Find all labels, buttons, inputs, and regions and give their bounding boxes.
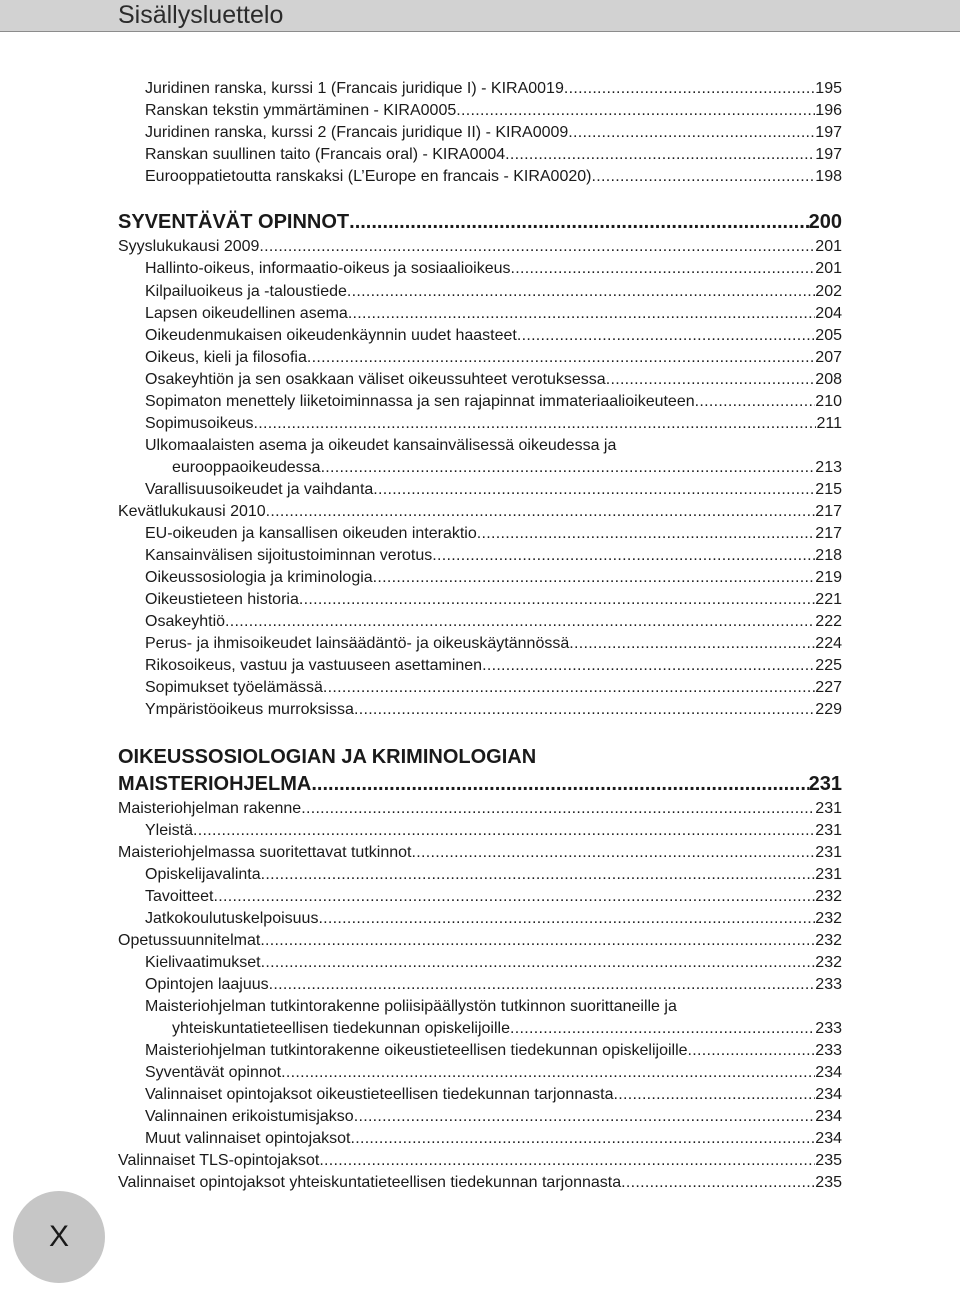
dot-leader	[350, 1129, 815, 1149]
toc-entry-page: 234	[815, 1108, 842, 1125]
toc-entry	[145, 145, 842, 165]
toc-entry-page: 231	[815, 822, 842, 839]
toc-entry	[172, 1019, 842, 1039]
toc-entry	[145, 821, 842, 841]
dot-leader	[569, 634, 815, 654]
dot-leader	[456, 101, 815, 121]
toc-entry	[145, 700, 842, 720]
dot-leader	[260, 931, 815, 951]
toc-entry-title: Ranskan suullinen taito (Francais oral) - KIRA0004	[145, 146, 506, 163]
toc-entry-title: Valinnaiset opintojaksot oikeustieteellisen tiedekunnan tarjonnasta	[145, 1086, 614, 1103]
toc-entry-title: Jatkokoulutuskelpoisuus	[145, 910, 319, 927]
toc-entry-title: Kilpailuoikeus ja -taloustiede	[145, 283, 347, 300]
dot-leader	[477, 524, 816, 544]
toc-entry-title: EU-oikeuden ja kansallisen oikeuden interaktio	[145, 525, 477, 542]
toc-entry-title: Oikeus, kieli ja filosofia	[145, 349, 307, 366]
toc-entry-title: Ranskan tekstin ymmärtäminen - KIRA0005	[145, 102, 457, 119]
toc-entry-page: 207	[815, 349, 842, 366]
toc-entry	[172, 458, 842, 478]
dot-leader	[564, 79, 815, 99]
toc-entry-title: Eurooppatietoutta ranskaksi (L’Europe en francais - KIRA0020)	[145, 168, 592, 185]
toc-entry	[145, 524, 842, 544]
toc-entry	[145, 865, 842, 885]
dot-leader	[373, 480, 815, 500]
dot-leader	[213, 887, 815, 907]
toc-entry	[118, 931, 842, 951]
toc-entry-page: 231	[815, 800, 842, 817]
toc-entry-page: 235	[815, 1174, 842, 1191]
toc-entry	[145, 546, 842, 566]
toc-entry-page: 233	[815, 1042, 842, 1059]
dot-leader	[299, 590, 815, 610]
toc-entry-page: 227	[815, 679, 842, 696]
toc-entry-page: 198	[815, 168, 842, 185]
toc-entry	[145, 480, 842, 500]
dot-leader	[591, 167, 815, 187]
toc-entry-page: 231	[808, 773, 842, 795]
toc-entry-page: 231	[815, 866, 842, 883]
toc-entry-title: Syyslukukausi 2009	[118, 238, 260, 255]
dot-leader	[281, 1063, 815, 1083]
toc-entry-page: 195	[815, 80, 842, 97]
toc-entry-page: 202	[815, 283, 842, 300]
dot-leader	[347, 282, 815, 302]
toc-entry	[118, 799, 842, 819]
toc-entry-page: 217	[815, 503, 842, 520]
toc-entry	[118, 843, 842, 863]
dot-leader	[688, 1041, 816, 1061]
toc-entry-page: 235	[815, 1152, 842, 1169]
toc-entry	[145, 997, 842, 1017]
toc-entry	[145, 953, 842, 973]
dot-leader	[321, 458, 816, 478]
toc-entry-title: OIKEUSSOSIOLOGIAN JA KRIMINOLOGIAN	[118, 746, 537, 768]
dot-leader	[259, 237, 815, 257]
dot-leader	[348, 304, 815, 324]
toc-entry-page: 234	[815, 1086, 842, 1103]
toc-entry	[145, 436, 842, 456]
toc-entry-page: 222	[815, 613, 842, 630]
toc-entry	[145, 259, 842, 279]
toc-entry-page: 213	[815, 459, 842, 476]
toc-entry-page: 208	[815, 371, 842, 388]
toc-entry-title: Juridinen ranska, kurssi 1 (Francais juridique I) - KIRA0019	[145, 80, 564, 97]
toc-entry-page: 232	[815, 888, 842, 905]
dot-leader	[517, 326, 815, 346]
toc-entry	[145, 392, 842, 412]
toc-entry	[145, 590, 842, 610]
toc-entry-title: SYVENTÄVÄT OPINNOT	[118, 211, 350, 233]
toc-entry	[145, 101, 842, 121]
dot-leader	[568, 123, 815, 143]
toc-entry	[145, 79, 842, 99]
toc-entry-title: Sopimusoikeus	[145, 415, 254, 432]
toc-entry	[145, 414, 842, 434]
toc-entry-title: Kansainvälisen sijoitustoiminnan verotus	[145, 547, 433, 564]
toc-entry-title: Osakeyhtiö	[145, 613, 226, 630]
toc-entry	[145, 304, 842, 324]
dot-leader	[482, 656, 815, 676]
toc-entry-title: Valinnainen erikoistumisjakso	[145, 1108, 354, 1125]
toc-entry	[145, 1085, 842, 1105]
toc-entry-title: Maisteriohjelmassa suoritettavat tutkinnot	[118, 844, 412, 861]
toc-heading	[118, 771, 842, 797]
toc-entry-title: eurooppaoikeudessa	[172, 459, 321, 476]
toc-entry	[145, 568, 842, 588]
toc-entry	[118, 237, 842, 257]
toc-entry-title: Valinnaiset TLS-opintojaksot	[118, 1152, 320, 1169]
dot-leader	[311, 771, 808, 797]
dot-leader	[261, 953, 816, 973]
section-letter-badge	[13, 1191, 105, 1283]
toc-entry-page: 221	[815, 591, 842, 608]
toc-entry	[145, 348, 842, 368]
toc-entry	[145, 1107, 842, 1127]
dot-leader	[318, 909, 815, 929]
toc-heading	[118, 209, 842, 235]
toc-entry-title: Maisteriohjelman tutkintorakenne oikeustieteellisen tiedekunnan opiskelijoille	[145, 1042, 688, 1059]
toc-entry-page: 197	[815, 146, 842, 163]
toc-entry-page: 197	[815, 124, 842, 141]
page-header	[0, 0, 960, 32]
toc-entry-page: 233	[815, 1020, 842, 1037]
toc-entry	[118, 1173, 842, 1193]
toc-entry-page: 225	[815, 657, 842, 674]
section-letter: X	[48, 1220, 69, 1253]
toc-entry-title: Muut valinnaiset opintojaksot	[145, 1130, 351, 1147]
toc-entry-title: Maisteriohjelman rakenne	[118, 800, 302, 817]
toc-entry-title: Tavoitteet	[145, 888, 214, 905]
toc-entry-title: yhteiskuntatieteellisen tiedekunnan opiskelijoille	[172, 1020, 510, 1037]
toc-entry	[145, 909, 842, 929]
toc-entry-title: Syventävät opinnot	[145, 1064, 282, 1081]
toc-entry-title: Oikeudenmukaisen oikeudenkäynnin uudet haasteet	[145, 327, 517, 344]
toc-entry-title: Kielivaatimukset	[145, 954, 261, 971]
toc-entry-title: Sopimaton menettely liiketoiminnassa ja sen rajapinnat immateriaalioikeuteen	[145, 393, 695, 410]
toc-entry-title: Valinnaiset opintojaksot yhteiskuntatieteellisen tiedekunnan tarjonnasta	[118, 1174, 622, 1191]
dot-leader	[510, 1019, 815, 1039]
toc-entry-page: 219	[815, 569, 842, 586]
toc-entry-page: 224	[815, 635, 842, 652]
toc-entry-title: Rikosoikeus, vastuu ja vastuuseen asettaminen	[145, 657, 483, 674]
toc-entry-page: 201	[815, 238, 842, 255]
toc-entry	[145, 656, 842, 676]
toc-entry-page: 232	[815, 932, 842, 949]
toc-entry-title: Juridinen ranska, kurssi 2 (Francais juridique II) - KIRA0009	[145, 124, 569, 141]
toc-entry-title: MAISTERIOHJELMA	[118, 773, 312, 795]
dot-leader	[225, 612, 815, 632]
dot-leader	[319, 1151, 815, 1171]
toc-entry	[145, 123, 842, 143]
dot-leader	[373, 568, 816, 588]
toc-entry-title: Maisteriohjelman tutkintorakenne poliisipäällystön tutkinnon suorittaneille ja	[145, 998, 677, 1015]
dot-leader	[354, 1107, 816, 1127]
toc-entry-title: Varallisuusoikeudet ja vaihdanta	[145, 481, 374, 498]
toc-entry-page: 232	[815, 954, 842, 971]
dot-leader	[621, 1173, 815, 1193]
toc-entry-page: 200	[808, 211, 842, 233]
page-title: Sisällysluettelo	[118, 1, 284, 29]
toc-entry-page: 233	[815, 976, 842, 993]
dot-leader	[307, 348, 815, 368]
toc-entry-title: Hallinto-oikeus, informaatio-oikeus ja sosiaalioikeus	[145, 260, 511, 277]
dot-leader	[613, 1085, 815, 1105]
toc-entry	[145, 678, 842, 698]
toc-entry	[145, 1041, 842, 1061]
toc-entry-page: 218	[815, 547, 842, 564]
toc-entry-page: 217	[815, 525, 842, 542]
toc-entry-page: 234	[815, 1064, 842, 1081]
toc-entry-page: 231	[815, 844, 842, 861]
toc-entry-page: 234	[815, 1130, 842, 1147]
toc-entry-title: Osakeyhtiön ja sen osakkaan väliset oikeussuhteet verotuksessa	[145, 371, 606, 388]
toc-entry-page: 211	[816, 415, 842, 432]
toc-entry-title: Opiskelijavalinta	[145, 866, 261, 883]
dot-leader	[606, 370, 816, 390]
toc-entry-title: Ulkomaalaisten asema ja oikeudet kansainvälisessä oikeudessa ja	[145, 437, 617, 454]
toc-entry-page: 201	[815, 260, 842, 277]
dot-leader	[511, 259, 816, 279]
dot-leader	[432, 546, 815, 566]
toc-entry	[145, 326, 842, 346]
toc-entry-page: 210	[815, 393, 842, 410]
dot-leader	[266, 502, 816, 522]
toc-heading	[118, 744, 842, 770]
toc-entry-title: Sopimukset työelämässä	[145, 679, 323, 696]
toc-entry-title: Oikeussosiologia ja kriminologia	[145, 569, 373, 586]
toc-entry	[145, 887, 842, 907]
toc-entry-page: 204	[815, 305, 842, 322]
toc-entry	[145, 1129, 842, 1149]
toc-entry-title: Opintojen laajuus	[145, 976, 269, 993]
toc-entry-title: Kevätlukukausi 2010	[118, 503, 266, 520]
dot-leader	[301, 799, 815, 819]
toc-entry	[118, 1151, 842, 1171]
dot-leader	[695, 392, 816, 412]
toc-entry	[145, 612, 842, 632]
toc-entry	[145, 975, 842, 995]
toc-entry-title: Perus- ja ihmisoikeudet lainsäädäntö- ja oikeuskäytännössä	[145, 635, 570, 652]
toc-entry-page: 215	[815, 481, 842, 498]
toc-entry	[145, 167, 842, 187]
toc-entry-page: 232	[815, 910, 842, 927]
dot-leader	[323, 678, 815, 698]
toc-entry-title: Oikeustieteen historia	[145, 591, 299, 608]
toc-entry	[118, 502, 842, 522]
dot-leader	[505, 145, 815, 165]
toc-entry-page: 205	[815, 327, 842, 344]
toc-entry	[145, 282, 842, 302]
toc-entry	[145, 1063, 842, 1083]
dot-leader	[354, 700, 815, 720]
toc-entry-page: 196	[815, 102, 842, 119]
toc-entry-title: Ympäristöoikeus murroksissa	[145, 701, 354, 718]
toc-entry	[145, 634, 842, 654]
dot-leader	[349, 209, 808, 235]
dot-leader	[193, 821, 815, 841]
toc-entry-title: Yleistä	[145, 822, 194, 839]
dot-leader	[411, 843, 815, 863]
dot-leader	[254, 414, 817, 434]
dot-leader	[269, 975, 816, 995]
toc-entry-title: Lapsen oikeudellinen asema	[145, 305, 348, 322]
toc-entry-title: Opetussuunnitelmat	[118, 932, 261, 949]
dot-leader	[261, 865, 816, 885]
toc-entry	[145, 370, 842, 390]
toc-entry-page: 229	[815, 701, 842, 718]
